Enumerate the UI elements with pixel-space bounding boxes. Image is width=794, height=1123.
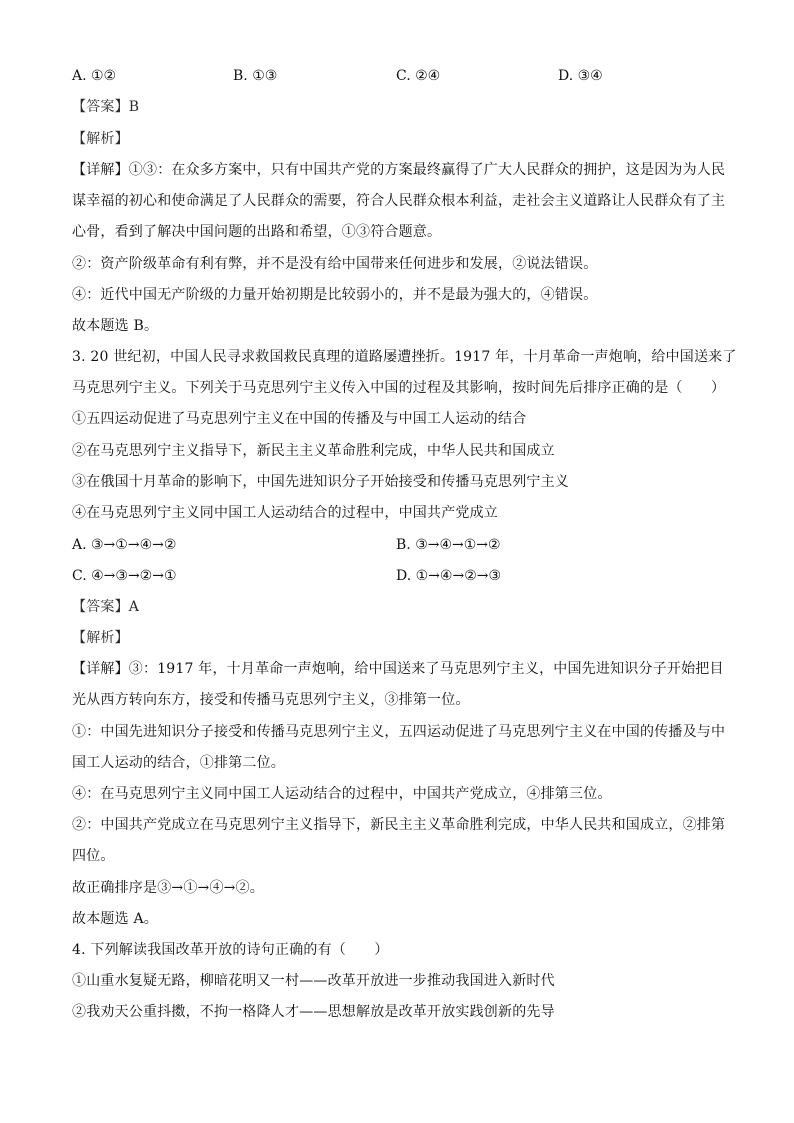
q3-option-b: B. ③→④→①→② (396, 537, 501, 553)
q3-stem-line: 马克思列宁主义。下列关于马克思列宁主义传入中国的过程及其影响，按时间先后排序正确的是（ ） (72, 380, 726, 396)
q3-detail-line: 国工人运动的结合，①排第二位。 (72, 755, 285, 771)
q3-option-d: D. ①→④→②→③ (396, 568, 502, 584)
q2-detail-line: ②：资产阶级革命有利有弊，并不是没有给中国带来任何进步和发展，②说法错误。 (72, 256, 598, 272)
q3-option-a: A. ③→①→④→② (72, 537, 177, 553)
q2-detail-line: ④：近代中国无产阶级的力量开始初期是比较弱小的，并不是最为强大的，④错误。 (72, 287, 598, 303)
q3-analysis-label: 【解析】 (72, 630, 129, 646)
q4-stem: 4. 下列解读我国改革开放的诗句正确的有（ ） (72, 942, 389, 958)
q3-detail-line: ②：中国共产党成立在马克思列宁主义指导下，新民主主义革命胜利完成，中华人民共和国成立，②排第 (72, 817, 726, 833)
q3-stem-line: 3. 20 世纪初，中国人民寻求救国救民真理的道路屡遭挫折。1917 年，十月革命一声炮响，给中国送来了 (72, 349, 737, 365)
q3-option-c: C. ④→③→②→① (72, 568, 177, 584)
q3-detail-line: 【详解】③：1917 年，十月革命一声炮响，给中国送来了马克思列宁主义，中国先进知识分子开始把目 (72, 661, 724, 677)
q4-item: ①山重水复疑无路，柳暗花明又一村——改革开放进一步推动我国进入新时代 (72, 973, 555, 989)
q2-analysis-label: 【解析】 (72, 131, 129, 147)
q2-detail-line: 【详解】①③：在众多方案中，只有中国共产党的方案最终赢得了广大人民群众的拥护，这是因为为人民 (72, 162, 726, 178)
q3-item: ②在马克思列宁主义指导下，新民主主义革命胜利完成，中华人民共和国成立 (72, 443, 555, 459)
q3-order-conclusion: 故正确排序是③→①→④→②。 (72, 880, 264, 896)
q2-detail-line: 谋幸福的初心和使命满足了人民群众的需要，符合人民群众根本利益，走社会主义道路让人民群众有了主 (72, 193, 726, 209)
q3-answer-label: 【答案】A (72, 599, 140, 615)
q3-item: ④在马克思列宁主义同中国工人运动结合的过程中，中国共产党成立 (72, 505, 498, 521)
q2-option-d: D. ③④ (558, 68, 603, 84)
q2-option-b: B. ①③ (233, 68, 278, 84)
q2-option-a: A. ①② (72, 68, 117, 84)
q3-conclusion: 故本题选 A。 (72, 911, 158, 927)
q2-option-c: C. ②④ (396, 68, 441, 84)
q2-conclusion: 故本题选 B。 (72, 318, 159, 334)
q3-item: ③在俄国十月革命的影响下，中国先进知识分子开始接受和传播马克思列宁主义 (72, 474, 569, 490)
q3-detail-line: 光从西方转向东方，接受和传播马克思列宁主义，③排第一位。 (72, 692, 470, 708)
q2-detail-line: 心骨，看到了解决中国问题的出路和希望，①③符合题意。 (72, 224, 442, 240)
q3-detail-line: ④：在马克思列宁主义同中国工人运动结合的过程中，中国共产党成立，④排第三位。 (72, 786, 612, 802)
q3-item: ①五四运动促进了马克思列宁主义在中国的传播及与中国工人运动的结合 (72, 411, 527, 427)
q4-item: ②我劝天公重抖擞，不拘一格降人才——思想解放是改革开放实践创新的先导 (72, 1004, 555, 1020)
q2-answer-label: 【答案】B (72, 99, 140, 115)
q3-detail-line: ①：中国先进知识分子接受和传播马克思列宁主义，五四运动促进了马克思列宁主义在中国的传播及与中 (72, 724, 726, 740)
q3-detail-line: 四位。 (72, 848, 115, 864)
